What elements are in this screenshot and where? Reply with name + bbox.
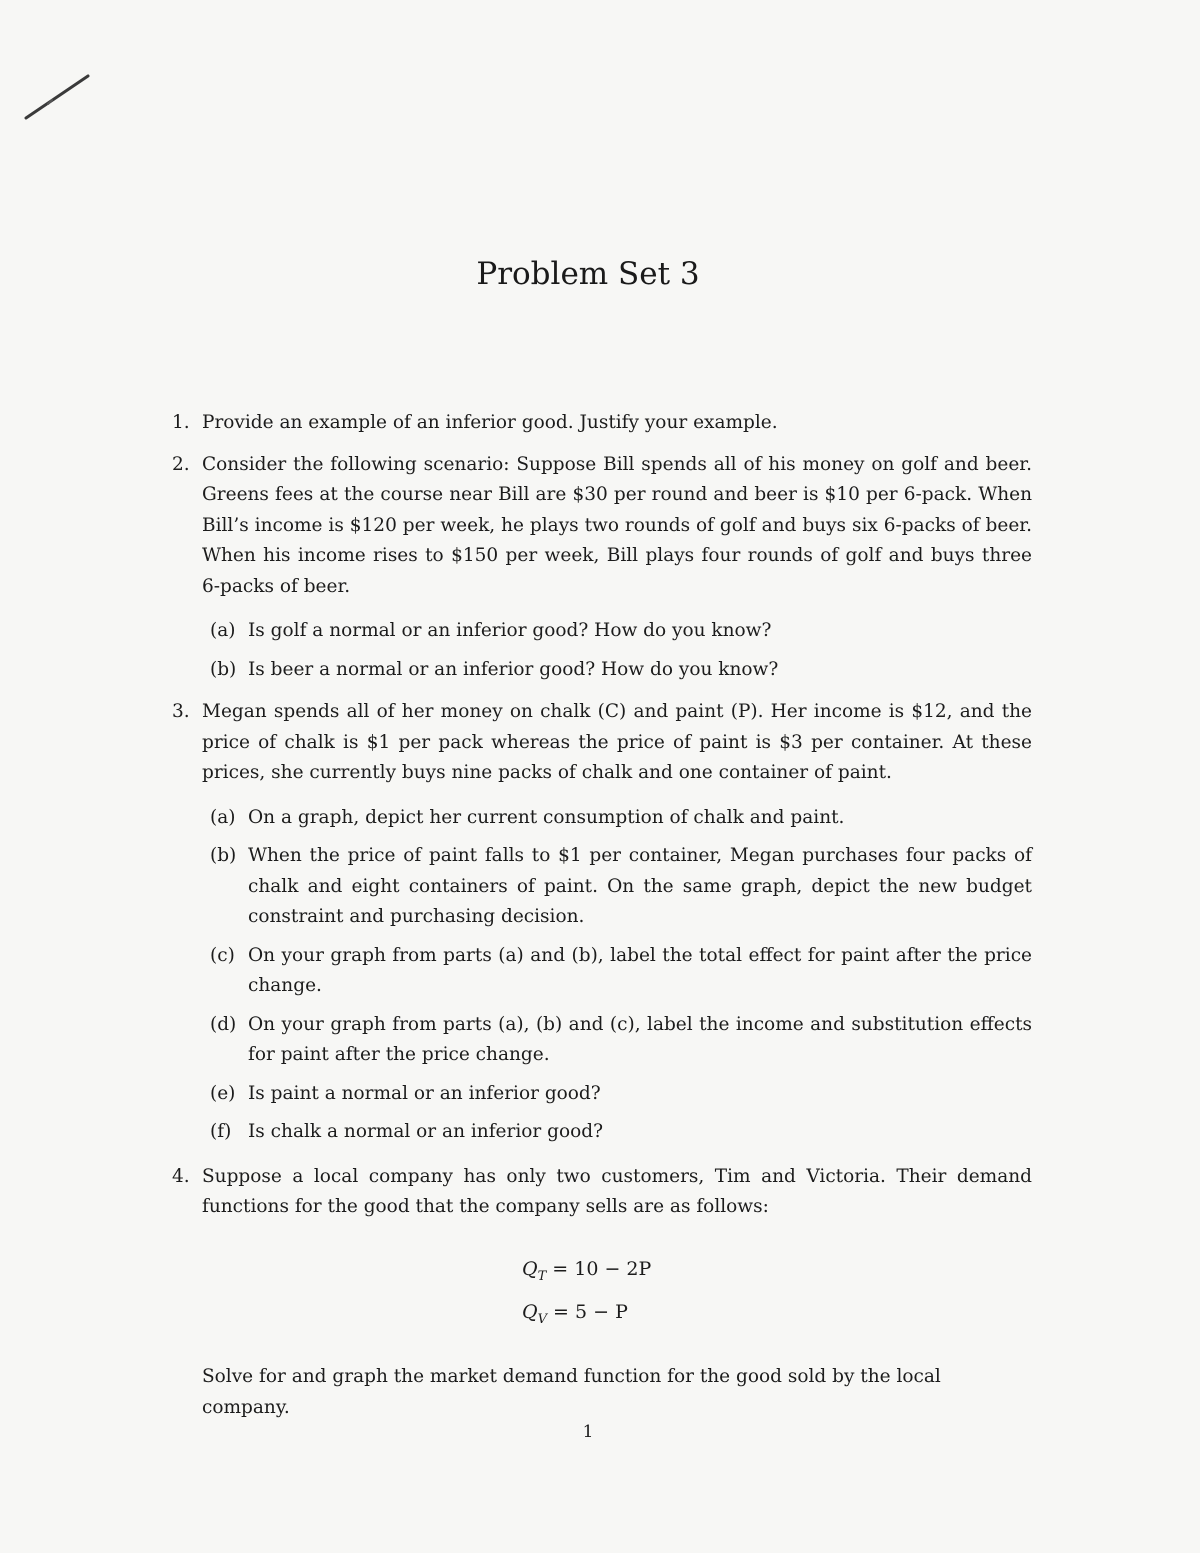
part-text: Is chalk a normal or an inferior good? (248, 1121, 603, 1142)
part-text: Is beer a normal or an inferior good? How do you know? (248, 658, 779, 680)
pen-stroke-mark (22, 70, 92, 122)
part-letter: (e) (210, 1082, 236, 1104)
problem-4 (172, 1162, 1032, 1223)
problem-text: Provide an example of an inferior good. Justify your example. (202, 412, 778, 433)
demand-equations (172, 1251, 1032, 1339)
problem-1 (172, 408, 1032, 439)
problem-part (210, 655, 1032, 686)
problem-part (210, 616, 1032, 647)
problem-part (210, 1117, 1032, 1148)
problem-part (210, 803, 1032, 834)
part-text: On your graph from parts (a), (b) and (c), label the income and substitution effects for paint after the price change. (248, 1013, 1032, 1065)
equation-tim (522, 1251, 1032, 1295)
equation-lhs: Q (522, 1301, 538, 1324)
equation-subscript: V (537, 1312, 547, 1328)
problem-parts (202, 616, 1032, 685)
part-letter: (f) (210, 1121, 232, 1142)
part-letter: (c) (210, 944, 235, 966)
equation-rhs: = 5 − P (553, 1301, 628, 1324)
problem-text: Suppose a local company has only two customers, Tim and Victoria. Their demand functions for the good that the company sells are as follows: (202, 1165, 1032, 1217)
part-text: On your graph from parts (a) and (b), label the total effect for paint after the price change. (248, 944, 1032, 996)
problem-number: 1. (172, 412, 190, 433)
problem-number: 4. (172, 1165, 190, 1187)
part-letter: (b) (210, 658, 237, 680)
problem-number: 2. (172, 453, 190, 475)
problem-parts (202, 803, 1032, 1148)
part-text: Is paint a normal or an inferior good? (248, 1082, 601, 1104)
part-letter: (a) (210, 620, 236, 641)
problem-list (172, 408, 1032, 1423)
problem-text: Consider the following scenario: Suppose Bill spends all of his money on golf and beer. Greens fees at the course near Bill are $30 per round and beer is $10 per 6-pack. When Bill’s income is $120 per week, he plays two rounds of golf and buys six 6-packs of beer. When his income rises to $150 per week, Bill plays four rounds of golf and buys three 6-packs of beer. (202, 453, 1032, 597)
equation-subscript: T (537, 1268, 547, 1284)
problem-part (210, 941, 1032, 1002)
part-text: When the price of paint falls to $1 per container, Megan purchases four packs of chalk and eight containers of paint. On the same graph, depict the new budget constraint and purchasing decision. (248, 845, 1032, 927)
equation-lhs: Q (522, 1257, 538, 1280)
problem-part (210, 841, 1032, 933)
equation-victoria (522, 1294, 1032, 1338)
part-text: Is golf a normal or an inferior good? How do you know? (248, 620, 772, 641)
page-number: 1 (582, 1422, 594, 1442)
problem-text: Megan spends all of her money on chalk (C) and paint (P). Her income is $12, and the price of chalk is $1 per pack whereas the price of paint is $3 per container. At these prices, she currently buys nine packs of chalk and one container of paint. (202, 701, 1032, 783)
part-text: On a graph, depict her current consumption of chalk and paint. (248, 806, 845, 828)
problem-part (210, 1079, 1032, 1110)
problem-number: 3. (172, 701, 190, 722)
page-title: Problem Set 3 (476, 256, 700, 292)
problem-3 (172, 697, 1032, 1148)
problem-2 (172, 450, 1032, 686)
equation-rhs: = 10 − 2P (552, 1257, 652, 1280)
part-letter: (d) (210, 1013, 237, 1035)
part-letter: (a) (210, 806, 236, 828)
problem-part (210, 1010, 1032, 1071)
problem-4-closing: Solve for and graph the market demand function for the good sold by the local company. (202, 1366, 941, 1418)
part-letter: (b) (210, 845, 237, 866)
